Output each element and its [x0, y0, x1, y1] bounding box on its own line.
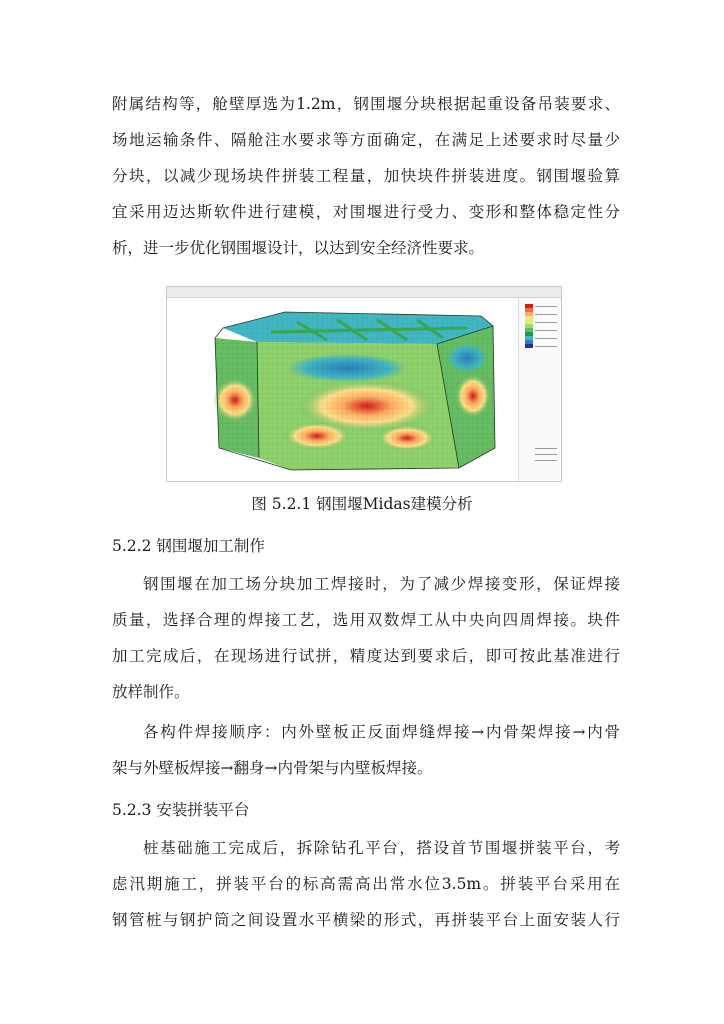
section-heading-5-2-3: 5.2.3 安装拼装平台 — [112, 801, 250, 819]
cofferdam-contour-model — [167, 298, 519, 481]
midas-model-figure — [166, 286, 562, 482]
section-heading-5-2-2: 5.2.2 钢围堰加工制作 — [112, 537, 265, 555]
figure-toolbar — [167, 287, 561, 298]
legend-label-line — [535, 306, 557, 307]
text-line: 附属结构等，舱壁厚选为1.2m，钢围堰分块根据起重设备吊装要求、 — [112, 95, 620, 113]
legend-label-line — [535, 346, 557, 347]
text-line: 架与外壁板焊接→翻身→内骨架与内壁板焊接。 — [112, 759, 433, 777]
text-line: 质量，选择合理的焊接工艺，选用双数焊工从中央向四周焊接。块件 — [112, 611, 620, 629]
paragraph-welding-order — [112, 714, 620, 786]
legend-info-line — [535, 448, 557, 449]
text-line: 桩基础施工完成后，拆除钻孔平台，搭设首节围堰拼装平台，考 — [143, 839, 620, 857]
text-line: 虑汛期施工，拼装平台的标高需高出常水位3.5m。拼装平台采用在 — [112, 875, 620, 893]
text-line: 分块，以减少现场块件拼装工程量，加快块件拼装进度。钢围堰验算 — [112, 167, 620, 185]
legend-label-line — [535, 314, 557, 315]
text-line: 各构件焊接顺序：内外壁板正反面焊缝焊接→内骨架焊接→内骨 — [143, 723, 620, 741]
legend-info-line — [535, 460, 557, 461]
paragraph-platform — [112, 830, 620, 938]
legend-label-line — [535, 330, 557, 331]
text-line: 钢围堰在加工场分块加工焊接时，为了减少焊接变形，保证焊接 — [143, 575, 620, 593]
figure-caption: 图 5.2.1 钢围堰Midas建模分析 — [251, 495, 473, 513]
text-line: 放样制作。 — [112, 683, 190, 701]
legend-label-line — [535, 338, 557, 339]
text-line: 钢管桩与钢护筒之间设置水平横梁的形式，再拼装平台上面安装人行 — [112, 911, 620, 929]
text-line: 宜采用迈达斯软件进行建模，对围堰进行受力、变形和整体稳定性分 — [112, 203, 620, 221]
text-line: 加工完成后，在现场进行试拼，精度达到要求后，即可按此基准进行 — [112, 647, 620, 665]
paragraph-welding — [112, 566, 620, 710]
result-legend-panel — [518, 298, 561, 481]
text-line: 析，进一步优化钢围堰设计，以达到安全经济性要求。 — [112, 239, 485, 257]
legend-label-line — [535, 322, 557, 323]
paragraph-intro — [112, 86, 620, 266]
legend-info-line — [535, 454, 557, 455]
contour-legend — [525, 304, 533, 348]
figure-canvas — [167, 298, 519, 481]
legend-swatch — [525, 344, 533, 348]
text-line: 场地运输条件、隔舱注水要求等方面确定，在满足上述要求时尽量少 — [112, 131, 620, 149]
